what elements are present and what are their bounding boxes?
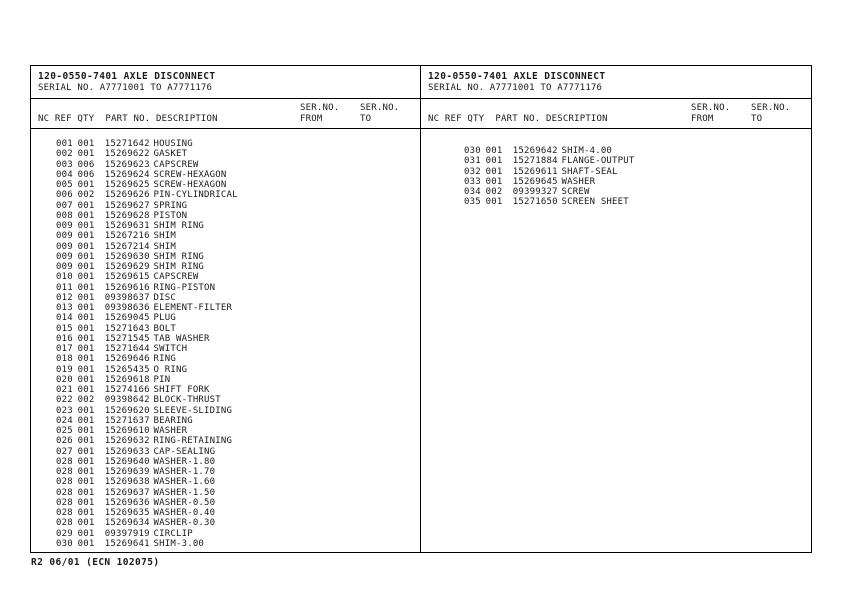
description-cell: RING	[153, 354, 176, 365]
qty-cell: 001	[77, 374, 95, 385]
nc-ref-cell: 012	[56, 292, 73, 303]
qty-cell: 001	[77, 487, 95, 498]
nc-ref-cell: 010	[56, 272, 73, 283]
description-cell: WASHER-1.80	[153, 456, 216, 467]
part-no-cell: 15269620	[104, 405, 150, 416]
table-row	[56, 529, 414, 539]
description-cell: SCREW-HEXAGON	[153, 180, 227, 190]
part-no-cell: 15269615	[104, 272, 150, 283]
table-row	[464, 177, 805, 187]
qty-cell: 001	[77, 180, 95, 190]
table-row	[56, 539, 414, 549]
part-no-cell: 15269629	[104, 262, 150, 272]
part-no-cell: 15269625	[104, 180, 150, 190]
nc-ref-cell: 028	[56, 497, 73, 508]
qty-cell: 001	[77, 456, 95, 467]
qty-cell: 001	[77, 344, 95, 354]
table-row	[56, 508, 414, 518]
to-header: TO	[360, 114, 372, 124]
qty-cell: 001	[77, 210, 95, 221]
qty-cell: 001	[485, 166, 503, 177]
table-row	[56, 190, 414, 200]
nc-ref-cell: 028	[56, 477, 73, 488]
qty-cell: 001	[77, 251, 95, 262]
qty-cell: 001	[77, 333, 95, 344]
qty-cell: 001	[77, 436, 95, 447]
table-row	[464, 197, 805, 207]
part-no-cell: 15269641	[104, 538, 150, 549]
description-cell: SCREW	[561, 187, 590, 197]
qty-cell: 001	[77, 508, 95, 518]
description-cell: PIN	[153, 374, 171, 385]
column-headers	[421, 99, 811, 129]
parts-rows	[421, 129, 811, 552]
description-cell: SCREW-HEXAGON	[153, 169, 227, 180]
part-no-cell: 15269639	[104, 467, 150, 477]
nc-ref-cell: 005	[56, 180, 73, 190]
table-row	[56, 242, 414, 252]
serial-number-line: SERIAL NO. A7771001 TO A7771176	[428, 83, 603, 93]
description-cell: DISC	[153, 292, 176, 303]
qty-cell: 001	[77, 415, 95, 426]
table-row	[56, 160, 414, 170]
table-row	[56, 498, 414, 508]
description-cell: SCREEN SHEET	[561, 197, 629, 208]
part-no-cell: 15265435	[104, 364, 150, 375]
table-row	[464, 167, 805, 177]
table-row	[56, 303, 414, 313]
nc-ref-cell: 032	[464, 166, 481, 177]
table-row	[56, 426, 414, 436]
table-row	[56, 313, 414, 323]
part-no-cell: 15267214	[104, 241, 150, 252]
part-no-cell: 15269624	[104, 169, 150, 180]
table-row	[56, 262, 414, 272]
table-row	[56, 180, 414, 190]
nc-ref-cell: 027	[56, 446, 73, 457]
qty-cell: 001	[77, 241, 95, 252]
description-cell: WASHER	[153, 426, 188, 436]
description-cell: GASKET	[153, 149, 188, 160]
part-no-cell: 15271637	[104, 415, 150, 426]
table-row	[56, 395, 414, 405]
qty-cell: 001	[485, 146, 503, 156]
qty-cell: 001	[77, 497, 95, 508]
description-cell: WASHER-0.40	[153, 508, 216, 518]
ser-no-from-header: SER.NO.	[691, 103, 731, 113]
nc-ref-cell: 023	[56, 405, 73, 416]
description-cell: RING-RETAINING	[153, 436, 233, 447]
description-cell: PIN-CYLINDRICAL	[153, 190, 238, 201]
part-no-cell: 15269627	[104, 200, 150, 211]
from-header: FROM	[691, 114, 714, 124]
qty-cell: 001	[77, 139, 95, 149]
nc-ref-cell: 006	[56, 190, 73, 201]
column-header-spacer	[428, 103, 691, 114]
nc-ref-cell: 025	[56, 426, 73, 436]
part-no-cell: 15271642	[104, 139, 150, 149]
part-no-cell: 09398642	[104, 395, 150, 406]
nc-ref-cell: 009	[56, 221, 73, 231]
table-row	[56, 149, 414, 159]
nc-ref-cell: 022	[56, 395, 73, 406]
part-no-cell: 15269045	[104, 313, 150, 324]
nc-ref-cell: 021	[56, 385, 73, 395]
qty-cell: 001	[77, 354, 95, 365]
part-no-cell: 15271643	[104, 323, 150, 334]
part-no-cell: 09397919	[104, 528, 150, 539]
description-cell: SHIFT FORK	[153, 385, 210, 395]
table-row	[56, 354, 414, 364]
nc-ref-cell: 016	[56, 333, 73, 344]
description-cell: PISTON	[153, 210, 188, 221]
table-row	[56, 283, 414, 293]
qty-cell: 001	[485, 197, 503, 208]
table-row	[56, 385, 414, 395]
description-cell: CAPSCREW	[153, 159, 199, 170]
part-no-cell: 15271884	[512, 156, 558, 167]
table-row	[56, 139, 414, 149]
qty-cell: 002	[77, 190, 95, 201]
main-columns-header: NC REF QTY PART NO. DESCRIPTION	[38, 114, 218, 124]
table-row	[464, 187, 805, 197]
nc-ref-cell: 029	[56, 528, 73, 539]
part-no-cell: 15274166	[104, 385, 150, 395]
qty-cell: 001	[77, 231, 95, 242]
table-row	[56, 447, 414, 457]
part-no-cell: 09399327	[512, 187, 558, 197]
panel-header	[421, 66, 811, 99]
qty-cell: 001	[77, 313, 95, 324]
table-row	[464, 146, 805, 156]
qty-cell: 001	[485, 156, 503, 167]
description-cell: SHIM	[153, 231, 176, 242]
qty-cell: 001	[77, 303, 95, 313]
qty-cell: 001	[77, 518, 95, 529]
nc-ref-cell: 017	[56, 344, 73, 354]
description-cell: RING-PISTON	[153, 282, 216, 293]
nc-ref-cell: 028	[56, 508, 73, 518]
nc-ref-cell: 008	[56, 210, 73, 221]
qty-cell: 001	[485, 176, 503, 187]
table-row	[56, 201, 414, 211]
part-no-cell: 15269622	[104, 149, 150, 160]
qty-cell: 001	[77, 528, 95, 539]
qty-cell: 001	[77, 221, 95, 231]
part-no-cell: 15269632	[104, 436, 150, 447]
nc-ref-cell: 028	[56, 456, 73, 467]
part-no-cell: 09398637	[104, 292, 150, 303]
nc-ref-cell: 004	[56, 169, 73, 180]
description-cell: WASHER-1.70	[153, 467, 216, 477]
part-no-cell: 15271545	[104, 333, 150, 344]
part-no-cell: 15269633	[104, 446, 150, 457]
description-cell: BLOCK-THRUST	[153, 395, 221, 406]
description-cell: TAB WASHER	[153, 333, 210, 344]
table-row	[56, 344, 414, 354]
column-header-line2	[38, 114, 410, 125]
parts-list-box	[30, 65, 812, 553]
description-cell: SHIM-4.00	[561, 146, 613, 156]
table-row	[56, 324, 414, 334]
ser-no-to-header: SER.NO.	[751, 103, 791, 113]
part-no-cell: 15269626	[104, 190, 150, 201]
nc-ref-cell: 013	[56, 303, 73, 313]
part-no-cell: 15267216	[104, 231, 150, 242]
qty-cell: 001	[77, 385, 95, 395]
qty-cell: 001	[77, 467, 95, 477]
description-cell: BEARING	[153, 415, 193, 426]
part-no-cell: 15269642	[512, 146, 558, 156]
description-cell: WASHER-1.60	[153, 477, 216, 488]
table-row	[56, 211, 414, 221]
table-row	[56, 170, 414, 180]
column-header-line1	[428, 103, 801, 114]
column-header-line1	[38, 103, 410, 114]
main-columns-header: NC REF QTY PART NO. DESCRIPTION	[428, 114, 608, 124]
nc-ref-cell: 033	[464, 176, 481, 187]
qty-cell: 001	[77, 538, 95, 549]
description-cell: WASHER-0.30	[153, 518, 216, 529]
table-row	[56, 467, 414, 477]
nc-ref-cell: 011	[56, 282, 73, 293]
table-row	[56, 272, 414, 282]
nc-ref-cell: 015	[56, 323, 73, 334]
nc-ref-cell: 035	[464, 197, 481, 208]
part-no-cell: 15269623	[104, 159, 150, 170]
part-no-cell: 15269610	[104, 426, 150, 436]
revision-footer: R2 06/01 (ECN 102075)	[31, 557, 160, 568]
table-row	[56, 365, 414, 375]
description-cell: CAP-SEALING	[153, 446, 216, 457]
qty-cell: 001	[77, 272, 95, 283]
column-header-line2	[428, 114, 801, 125]
part-no-cell: 15271650	[512, 197, 558, 208]
table-row	[56, 477, 414, 487]
table-row	[56, 334, 414, 344]
table-row	[56, 457, 414, 467]
description-cell: ELEMENT-FILTER	[153, 303, 233, 313]
part-no-cell: 15269611	[512, 166, 558, 177]
qty-cell: 006	[77, 169, 95, 180]
nc-ref-cell: 024	[56, 415, 73, 426]
qty-cell: 006	[77, 159, 95, 170]
description-cell: SHIM RING	[153, 251, 205, 262]
table-row	[56, 436, 414, 446]
table-row	[56, 416, 414, 426]
panel-left	[31, 66, 421, 552]
description-cell: CAPSCREW	[153, 272, 199, 283]
nc-ref-cell: 030	[56, 538, 73, 549]
description-cell: SHIM RING	[153, 221, 205, 231]
table-row	[56, 252, 414, 262]
nc-ref-cell: 026	[56, 436, 73, 447]
parts-rows	[31, 129, 420, 552]
description-cell: SPRING	[153, 200, 188, 211]
qty-cell: 001	[77, 200, 95, 211]
description-cell: SHIM RING	[153, 262, 205, 272]
description-cell: WASHER	[561, 176, 596, 187]
panel-right	[421, 66, 811, 552]
nc-ref-cell: 009	[56, 241, 73, 252]
part-no-cell: 15269628	[104, 210, 150, 221]
nc-ref-cell: 003	[56, 159, 73, 170]
part-no-cell: 15269634	[104, 518, 150, 529]
qty-cell: 001	[77, 446, 95, 457]
nc-ref-cell: 028	[56, 518, 73, 529]
doc-title: 120-0550-7401 AXLE DISCONNECT	[38, 71, 216, 82]
description-cell: SHAFT-SEAL	[561, 166, 618, 177]
nc-ref-cell: 018	[56, 354, 73, 365]
table-row	[56, 518, 414, 528]
column-headers	[31, 99, 420, 129]
part-no-cell: 15269646	[104, 354, 150, 365]
part-no-cell: 15269630	[104, 251, 150, 262]
nc-ref-cell: 034	[464, 187, 481, 197]
nc-ref-cell: 030	[464, 146, 481, 156]
qty-cell: 001	[77, 426, 95, 436]
nc-ref-cell: 009	[56, 262, 73, 272]
part-no-cell: 15269636	[104, 497, 150, 508]
to-header: TO	[751, 114, 763, 124]
table-row	[56, 293, 414, 303]
part-no-cell: 15269631	[104, 221, 150, 231]
qty-cell: 001	[77, 282, 95, 293]
part-no-cell: 15269616	[104, 282, 150, 293]
part-no-cell: 15269640	[104, 456, 150, 467]
qty-cell: 001	[77, 405, 95, 416]
table-row	[464, 156, 805, 166]
table-row	[56, 488, 414, 498]
table-row	[56, 221, 414, 231]
description-cell: PLUG	[153, 313, 176, 324]
description-cell: SHIM-3.00	[153, 538, 205, 549]
description-cell: WASHER-1.50	[153, 487, 216, 498]
serial-number-line: SERIAL NO. A7771001 TO A7771176	[38, 83, 213, 93]
part-no-cell: 15269637	[104, 487, 150, 498]
part-no-cell: 09398636	[104, 303, 150, 313]
doc-title: 120-0550-7401 AXLE DISCONNECT	[428, 71, 606, 82]
ser-no-from-header: SER.NO.	[300, 103, 340, 113]
nc-ref-cell: 020	[56, 374, 73, 385]
from-header: FROM	[300, 114, 323, 124]
description-cell: BOLT	[153, 323, 176, 334]
nc-ref-cell: 007	[56, 200, 73, 211]
nc-ref-cell: 001	[56, 139, 73, 149]
table-row	[56, 375, 414, 385]
qty-cell: 001	[77, 149, 95, 160]
description-cell: HOUSING	[153, 139, 193, 149]
column-header-spacer	[38, 103, 300, 114]
table-row	[56, 231, 414, 241]
qty-cell: 001	[77, 292, 95, 303]
part-no-cell: 15271644	[104, 344, 150, 354]
part-no-cell: 15269638	[104, 477, 150, 488]
nc-ref-cell: 028	[56, 487, 73, 498]
description-cell: SLEEVE-SLIDING	[153, 405, 233, 416]
nc-ref-cell: 028	[56, 467, 73, 477]
qty-cell: 002	[77, 395, 95, 406]
description-cell: FLANGE-OUTPUT	[561, 156, 635, 167]
nc-ref-cell: 002	[56, 149, 73, 160]
part-no-cell: 15269635	[104, 508, 150, 518]
description-cell: SWITCH	[153, 344, 188, 354]
nc-ref-cell: 009	[56, 231, 73, 242]
description-cell: CIRCLIP	[153, 528, 193, 539]
ser-no-to-header: SER.NO.	[360, 103, 400, 113]
table-row	[56, 406, 414, 416]
part-no-cell: 15269645	[512, 176, 558, 187]
qty-cell: 001	[77, 262, 95, 272]
description-cell: SHIM	[153, 241, 176, 252]
part-no-cell: 15269618	[104, 374, 150, 385]
description-cell: WASHER-0.50	[153, 497, 216, 508]
qty-cell: 002	[485, 187, 503, 197]
panel-header	[31, 66, 420, 99]
nc-ref-cell: 009	[56, 251, 73, 262]
qty-cell: 001	[77, 364, 95, 375]
nc-ref-cell: 031	[464, 156, 481, 167]
qty-cell: 001	[77, 477, 95, 488]
nc-ref-cell: 014	[56, 313, 73, 324]
nc-ref-cell: 019	[56, 364, 73, 375]
description-cell: O RING	[153, 364, 188, 375]
qty-cell: 001	[77, 323, 95, 334]
